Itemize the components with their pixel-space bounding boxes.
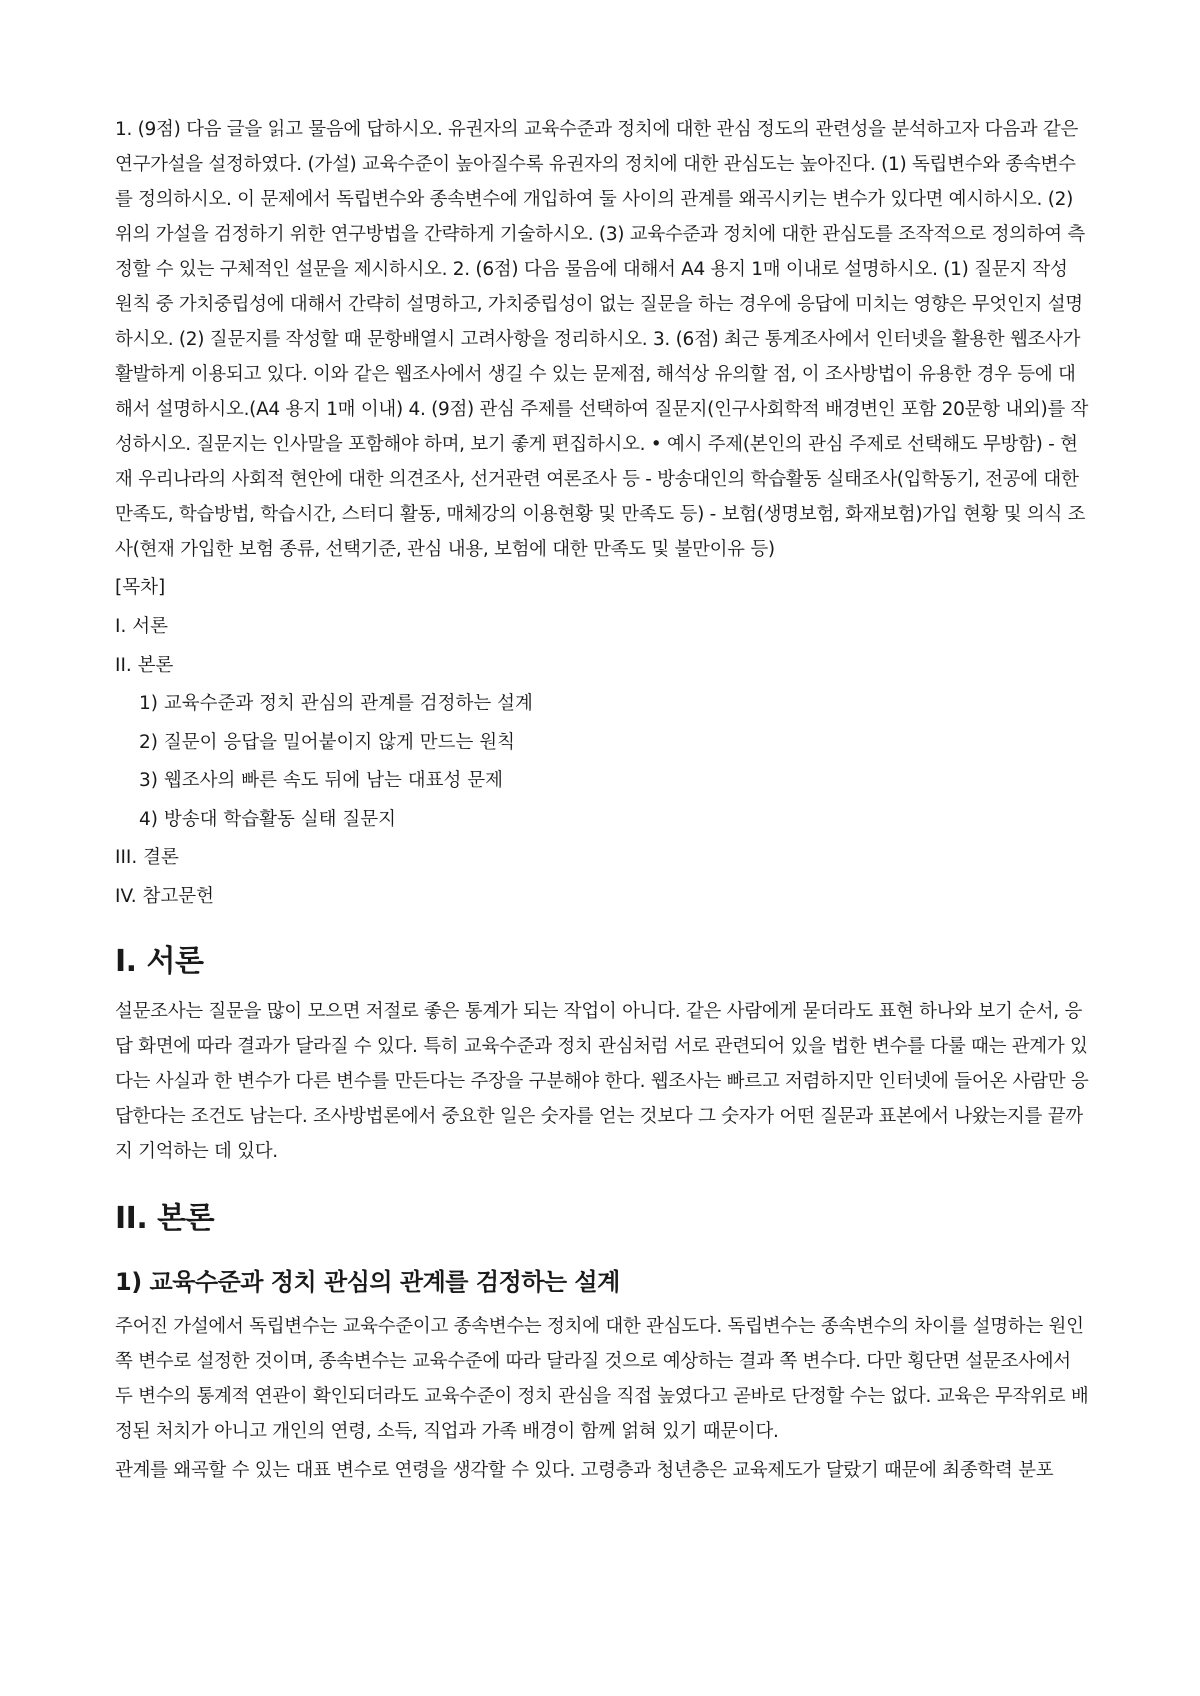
body-heading: II. 본론 xyxy=(115,1200,215,1236)
section1-paragraph-1: 주어진 가설에서 독립변수는 교육수준이고 종속변수는 정치에 대한 관심도다. 독립변수는 종속변수의 차이를 설명하는 원인 쪽 변수로 설정한 것이며, 종속변수는 교육수준에 따라 달라질 것으로 예상하는 결과 쪽 변수다. 다만 횡단면 설문조사에서 두 변수의 통계적 연관이 확인되더라도 교육수준이 정치 관심을 직접 높였다고 곧바로 단정할 수는 없다. 교육은 무작위로 배정된 처치가 아니고 개인의 연령, 소득, 직업과 가족 배경이 함께 얽혀 있기 때문이다. xyxy=(115,1315,1089,1442)
table-of-contents xyxy=(115,612,1090,912)
toc-item-body-2: 2) 질문이 응답을 밀어붙이지 않게 만드는 원칙 xyxy=(139,731,515,753)
document-page xyxy=(115,112,1090,1492)
section1-heading: 1) 교육수준과 정치 관심의 관계를 검정하는 설계 xyxy=(115,1267,620,1296)
toc-item-references: IV. 참고문헌 xyxy=(115,885,214,907)
toc-item-body: II. 본론 xyxy=(115,654,174,676)
toc-item-conclusion: III. 결론 xyxy=(115,847,179,868)
toc-item-body-3: 3) 웹조사의 빠른 속도 뒤에 남는 대표성 문제 xyxy=(139,770,503,791)
section1-paragraph-2: 관계를 왜곡할 수 있는 대표 변수로 연령을 생각할 수 있다. 고령층과 청년층은 교육제도가 달랐기 때문에 최종학력 분포 xyxy=(115,1459,1054,1481)
toc-item-body-1: 1) 교육수준과 정치 관심의 관계를 검정하는 설계 xyxy=(139,693,533,714)
intro-heading: I. 서론 xyxy=(115,943,204,979)
toc-item-body-4: 4) 방송대 학습활동 실태 질문지 xyxy=(139,808,396,830)
toc-item-intro: I. 서론 xyxy=(115,616,168,637)
toc-heading: [목차] xyxy=(115,577,166,598)
assignment-prompt: 1. (9점) 다음 글을 읽고 물음에 답하시오. 유권자의 교육수준과 정치에 대한 관심 정도의 관련성을 분석하고자 다음과 같은 연구가설을 설정하였다. (가설) 교육수준이 높아질수록 유권자의 정치에 대한 관심도는 높아진다. (1) 독립변수와 종속변수를 정의하시오. 이 문제에서 독립변수와 종속변수에 개입하여 둘 사이의 관계를 왜곡시키는 변수가 있다면 예시하시오. (2) 위의 가설을 검정하기 위한 연구방법을 간략하게 기술하시오. (3) 교육수준과 정치에 대한 관심도를 조작적으로 정의하여 측정할 수 있는 구체적인 설문을 제시하시오. 2. (6점) 다음 물음에 대해서 A4 용지 1매 이내로 설명하시오. (1) 질문지 작성 원칙 중 가치중립성에 대해서 간략히 설명하고, 가치중립성이 없는 질문을 하는 경우에 응답에 미치는 영향은 무엇인지 설명하시오. (2) 질문지를 작성할 때 문항배열시 고려사항을 정리하시오. 3. (6점) 최근 통계조사에서 인터넷을 활용한 웹조사가 활발하게 이용되고 있다. 이와 같은 웹조사에서 생길 수 있는 문제점, 해석상 유의할 점, 이 조사방법이 유용한 경우 등에 대해서 설명하시오.(A4 용지 1매 이내) 4. (9점) 관심 주제를 선택하여 질문지(인구사회학적 배경변인 포함 20문항 내외)를 작성하시오. 질문지는 인사말을 포함해야 하며, 보기 좋게 편집하시오. • 예시 주제(본인의 관심 주제로 선택해도 무방함) - 현재 우리나라의 사회적 현안에 대한 의견조사, 선거관련 여론조사 등 - 방송대인의 학습활동 실태조사(입학동기, 전공에 대한 만족도, 학습방법, 학습시간, 스터디 활동, 매체강의 이용현황 및 만족도 등) - 보험(생명보험, 화재보험)가입 현황 및 의식 조사(현재 가입한 보험 종류, 선택기준, 관심 내용, 보험에 대한 만족도 및 불만이유 등) xyxy=(115,119,1089,560)
intro-paragraph: 설문조사는 질문을 많이 모으면 저절로 좋은 통계가 되는 작업이 아니다. 같은 사람에게 묻더라도 표현 하나와 보기 순서, 응답 화면에 따라 결과가 달라질 수 있다. 특히 교육수준과 정치 관심처럼 서로 관련되어 있을 법한 변수를 다룰 때는 관계가 있다는 사실과 한 변수가 다른 변수를 만든다는 주장을 구분해야 한다. 웹조사는 빠르고 저렴하지만 인터넷에 들어온 사람만 응답한다는 조건도 남는다. 조사방법론에서 중요한 일은 숫자를 얻는 것보다 그 숫자가 어떤 질문과 표본에서 나왔는지를 끝까지 기억하는 데 있다. xyxy=(115,1000,1089,1162)
